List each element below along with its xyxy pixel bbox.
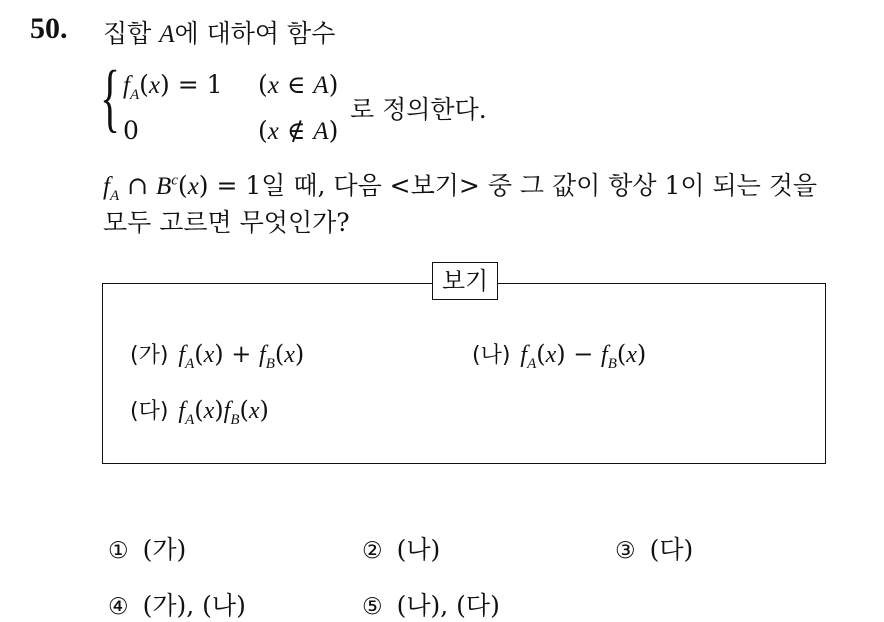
question-number: 50. (30, 12, 68, 45)
bogi-item-ga: (가) $f_A(x) + f_B(x)$ (130, 340, 305, 372)
choice-label-1: (가) (142, 535, 187, 564)
definition-case1-expression: $f_A(x) = 1$ (123, 70, 223, 103)
choice-number-2: ② (362, 538, 383, 564)
definition-suffix: 로 정의한다. (350, 95, 487, 124)
condition-line-1-text: 일 때, 다음 <보기> 중 그 값이 항상 1이 되는 것을 (261, 171, 818, 200)
choice-number-4: ④ (108, 594, 129, 620)
bogi-title: 보기 (432, 262, 498, 300)
bogi-box (102, 283, 826, 464)
bogi-item-na: (나) $f_A(x) - f_B(x)$ (472, 340, 647, 372)
choice-label-2: (나) (396, 535, 441, 564)
definition-case2-value: 0 (123, 116, 139, 145)
answer-choice-2[interactable] (362, 530, 440, 566)
intro-part1: 집합 (103, 19, 160, 48)
answer-choice-1[interactable] (108, 530, 186, 566)
question-intro (103, 14, 335, 50)
choice-label-3: (다) (649, 535, 694, 564)
answer-choice-3[interactable] (615, 530, 693, 566)
choice-number-1: ① (108, 538, 129, 564)
choice-number-3: ③ (615, 538, 636, 564)
definition-brace: { (100, 56, 121, 140)
definition-case2-condition: (x ∉ A) (258, 116, 339, 145)
answer-choice-4[interactable] (108, 586, 246, 622)
bogi-item-tag: (나) (472, 343, 511, 368)
bogi-item-tag: (다) (130, 399, 169, 424)
condition-line-2: 모두 고르면 무엇인가? (103, 208, 350, 237)
intro-part2: 에 대하여 함수 (174, 19, 336, 48)
choice-label-4: (가), (나) (142, 591, 246, 620)
bogi-item-tag: (가) (130, 343, 169, 368)
answer-choice-5[interactable] (362, 586, 500, 622)
condition-line-1: $f_A$ ∩ $B^c(x) = 1$일 때, 다음 <보기> 중 그 값이 항상 1이 되는 것을 (103, 171, 818, 204)
choice-number-5: ⑤ (362, 594, 383, 620)
bogi-item-da: (다) $f_A(x)f_B(x)$ (130, 396, 269, 428)
definition-case1-condition: (x ∈ A) (258, 70, 339, 99)
choice-label-5: (나), (다) (396, 591, 500, 620)
set-a-symbol: A (159, 21, 175, 48)
